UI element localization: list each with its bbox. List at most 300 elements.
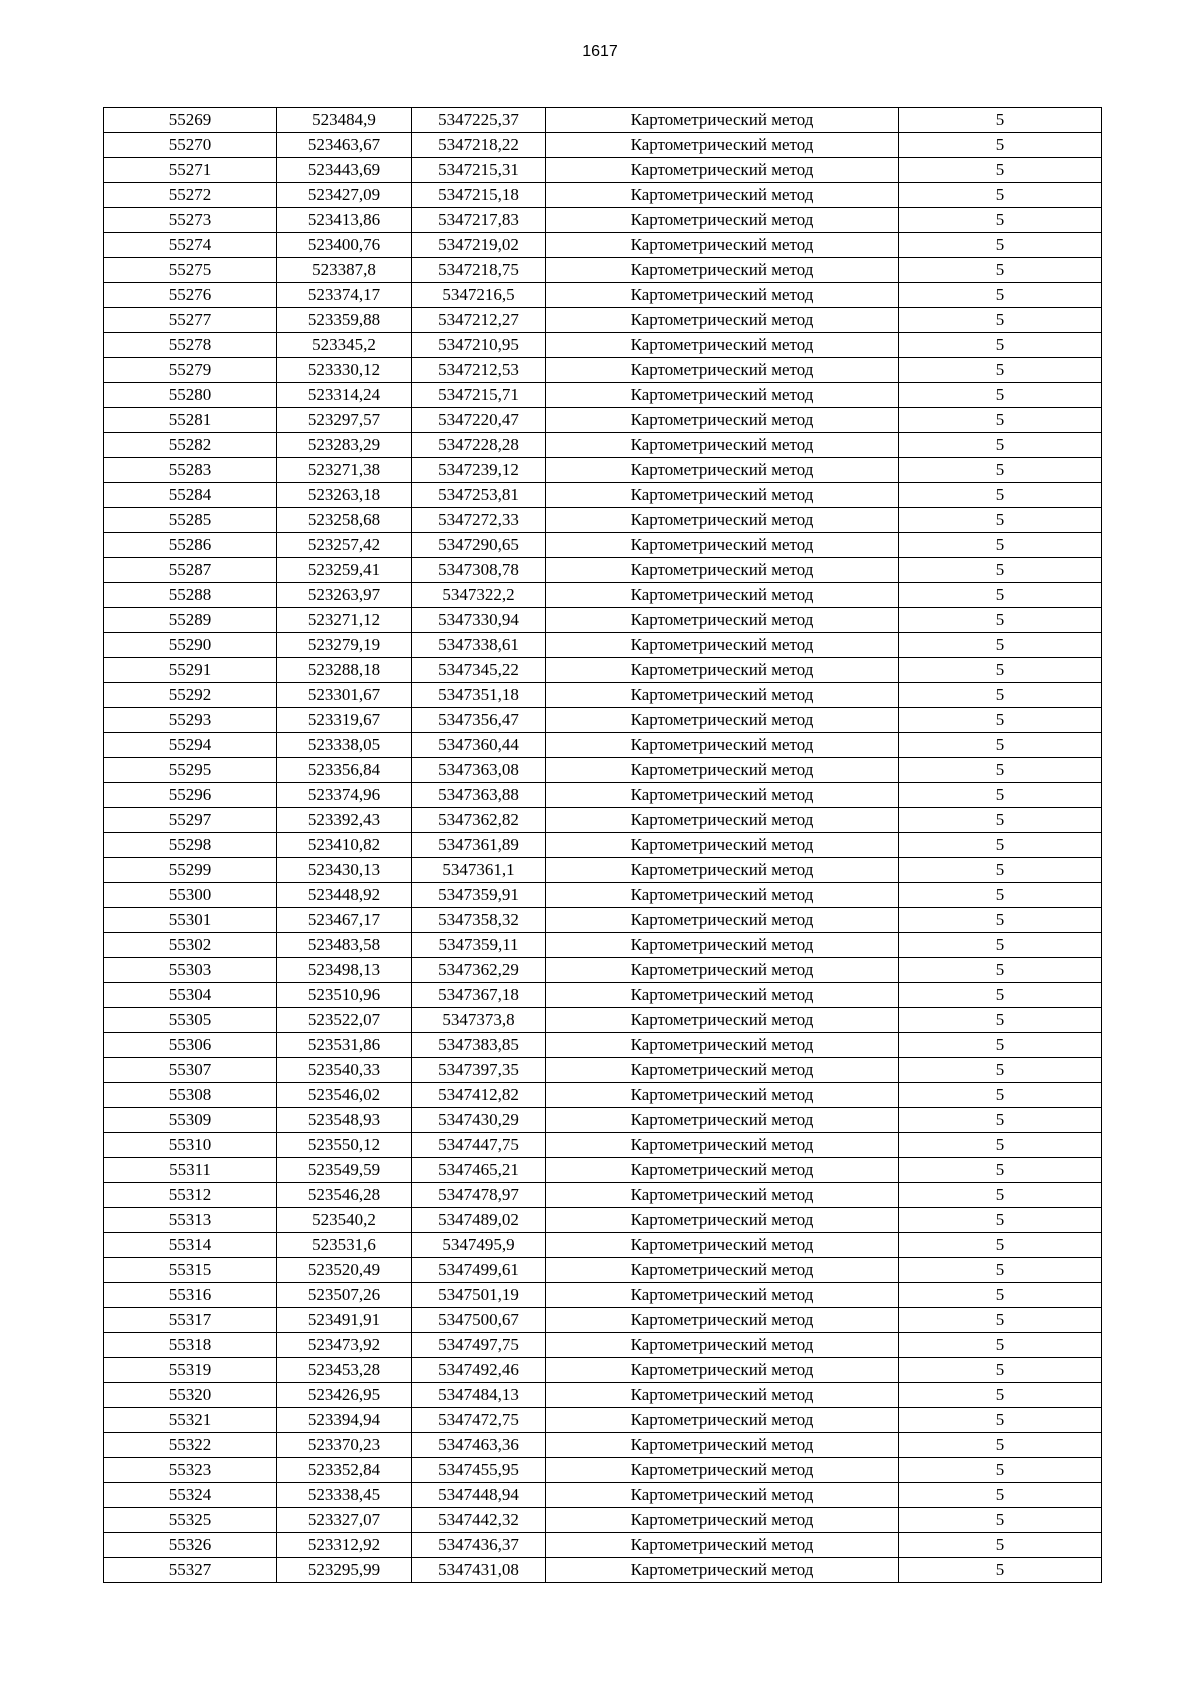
y-coordinate-cell: 5347212,53 [412,358,546,383]
y-coordinate-cell: 5347463,36 [412,1433,546,1458]
accuracy-cell: 5 [899,458,1102,483]
accuracy-cell: 5 [899,433,1102,458]
method-cell: Картометрический метод [546,758,899,783]
x-coordinate-cell: 523345,2 [277,333,412,358]
x-coordinate-cell: 523263,18 [277,483,412,508]
table-row [104,358,1102,383]
table-row [104,1158,1102,1183]
accuracy-cell: 5 [899,1108,1102,1133]
accuracy-cell: 5 [899,1483,1102,1508]
x-coordinate-cell: 523374,96 [277,783,412,808]
y-coordinate-cell: 5347478,97 [412,1183,546,1208]
method-cell: Картометрический метод [546,408,899,433]
x-coordinate-cell: 523491,91 [277,1308,412,1333]
y-coordinate-cell: 5347359,91 [412,883,546,908]
accuracy-cell: 5 [899,1283,1102,1308]
table-row [104,908,1102,933]
accuracy-cell: 5 [899,958,1102,983]
point-number-cell: 55307 [104,1058,277,1083]
accuracy-cell: 5 [899,1233,1102,1258]
table-row [104,1308,1102,1333]
accuracy-cell: 5 [899,758,1102,783]
method-cell: Картометрический метод [546,733,899,758]
accuracy-cell: 5 [899,1458,1102,1483]
method-cell: Картометрический метод [546,883,899,908]
y-coordinate-cell: 5347218,75 [412,258,546,283]
y-coordinate-cell: 5347465,21 [412,1158,546,1183]
method-cell: Картометрический метод [546,1233,899,1258]
point-number-cell: 55319 [104,1358,277,1383]
method-cell: Картометрический метод [546,833,899,858]
y-coordinate-cell: 5347397,35 [412,1058,546,1083]
method-cell: Картометрический метод [546,283,899,308]
y-coordinate-cell: 5347362,29 [412,958,546,983]
point-number-cell: 55310 [104,1133,277,1158]
method-cell: Картометрический метод [546,1083,899,1108]
x-coordinate-cell: 523413,86 [277,208,412,233]
y-coordinate-cell: 5347215,31 [412,158,546,183]
x-coordinate-cell: 523297,57 [277,408,412,433]
y-coordinate-cell: 5347290,65 [412,533,546,558]
x-coordinate-cell: 523548,93 [277,1108,412,1133]
x-coordinate-cell: 523546,02 [277,1083,412,1108]
point-number-cell: 55289 [104,608,277,633]
x-coordinate-cell: 523295,99 [277,1558,412,1583]
accuracy-cell: 5 [899,1133,1102,1158]
accuracy-cell: 5 [899,683,1102,708]
x-coordinate-cell: 523283,29 [277,433,412,458]
x-coordinate-cell: 523410,82 [277,833,412,858]
method-cell: Картометрический метод [546,1258,899,1283]
accuracy-cell: 5 [899,1008,1102,1033]
x-coordinate-cell: 523327,07 [277,1508,412,1533]
method-cell: Картометрический метод [546,458,899,483]
x-coordinate-cell: 523301,67 [277,683,412,708]
point-number-cell: 55311 [104,1158,277,1183]
x-coordinate-cell: 523312,92 [277,1533,412,1558]
y-coordinate-cell: 5347356,47 [412,708,546,733]
table-row [104,1133,1102,1158]
accuracy-cell: 5 [899,208,1102,233]
point-number-cell: 55283 [104,458,277,483]
table-row [104,1283,1102,1308]
method-cell: Картометрический метод [546,908,899,933]
accuracy-cell: 5 [899,633,1102,658]
x-coordinate-cell: 523400,76 [277,233,412,258]
accuracy-cell: 5 [899,483,1102,508]
y-coordinate-cell: 5347345,22 [412,658,546,683]
point-number-cell: 55278 [104,333,277,358]
table-row [104,233,1102,258]
method-cell: Картометрический метод [546,808,899,833]
method-cell: Картометрический метод [546,558,899,583]
point-number-cell: 55312 [104,1183,277,1208]
x-coordinate-cell: 523258,68 [277,508,412,533]
point-number-cell: 55292 [104,683,277,708]
table-row [104,308,1102,333]
y-coordinate-cell: 5347217,83 [412,208,546,233]
method-cell: Картометрический метод [546,358,899,383]
accuracy-cell: 5 [899,358,1102,383]
method-cell: Картометрический метод [546,958,899,983]
point-number-cell: 55286 [104,533,277,558]
table-row [104,1033,1102,1058]
table-row [104,433,1102,458]
accuracy-cell: 5 [899,1383,1102,1408]
table-row [104,283,1102,308]
method-cell: Картометрический метод [546,1008,899,1033]
point-number-cell: 55269 [104,108,277,133]
x-coordinate-cell: 523338,05 [277,733,412,758]
method-cell: Картометрический метод [546,1483,899,1508]
point-number-cell: 55308 [104,1083,277,1108]
x-coordinate-cell: 523263,97 [277,583,412,608]
x-coordinate-cell: 523356,84 [277,758,412,783]
accuracy-cell: 5 [899,583,1102,608]
table-row [104,1483,1102,1508]
accuracy-cell: 5 [899,983,1102,1008]
accuracy-cell: 5 [899,383,1102,408]
point-number-cell: 55270 [104,133,277,158]
accuracy-cell: 5 [899,1333,1102,1358]
x-coordinate-cell: 523507,26 [277,1283,412,1308]
method-cell: Картометрический метод [546,1283,899,1308]
point-number-cell: 55303 [104,958,277,983]
y-coordinate-cell: 5347472,75 [412,1408,546,1433]
accuracy-cell: 5 [899,658,1102,683]
x-coordinate-cell: 523352,84 [277,1458,412,1483]
point-number-cell: 55277 [104,308,277,333]
method-cell: Картометрический метод [546,1058,899,1083]
point-number-cell: 55272 [104,183,277,208]
y-coordinate-cell: 5347359,11 [412,933,546,958]
table-row [104,133,1102,158]
table-row [104,808,1102,833]
method-cell: Картометрический метод [546,1458,899,1483]
x-coordinate-cell: 523483,58 [277,933,412,958]
method-cell: Картометрический метод [546,583,899,608]
table-row [104,1233,1102,1258]
x-coordinate-cell: 523392,43 [277,808,412,833]
table-row [104,1258,1102,1283]
accuracy-cell: 5 [899,733,1102,758]
point-number-cell: 55320 [104,1383,277,1408]
x-coordinate-cell: 523338,45 [277,1483,412,1508]
method-cell: Картометрический метод [546,1033,899,1058]
method-cell: Картометрический метод [546,383,899,408]
table-row [104,708,1102,733]
x-coordinate-cell: 523549,59 [277,1158,412,1183]
y-coordinate-cell: 5347212,27 [412,308,546,333]
method-cell: Картометрический метод [546,1558,899,1583]
x-coordinate-cell: 523319,67 [277,708,412,733]
method-cell: Картометрический метод [546,708,899,733]
point-number-cell: 55316 [104,1283,277,1308]
x-coordinate-cell: 523359,88 [277,308,412,333]
accuracy-cell: 5 [899,158,1102,183]
point-number-cell: 55281 [104,408,277,433]
method-cell: Картометрический метод [546,433,899,458]
point-number-cell: 55301 [104,908,277,933]
point-number-cell: 55295 [104,758,277,783]
table-row [104,858,1102,883]
table-row [104,608,1102,633]
point-number-cell: 55327 [104,1558,277,1583]
y-coordinate-cell: 5347500,67 [412,1308,546,1333]
point-number-cell: 55321 [104,1408,277,1433]
x-coordinate-cell: 523259,41 [277,558,412,583]
table-row [104,758,1102,783]
table-row [104,1358,1102,1383]
method-cell: Картометрический метод [546,933,899,958]
point-number-cell: 55275 [104,258,277,283]
accuracy-cell: 5 [899,1083,1102,1108]
table-row [104,1208,1102,1233]
table-row [104,1558,1102,1583]
y-coordinate-cell: 5347218,22 [412,133,546,158]
method-cell: Картометрический метод [546,533,899,558]
point-number-cell: 55325 [104,1508,277,1533]
x-coordinate-cell: 523473,92 [277,1333,412,1358]
y-coordinate-cell: 5347253,81 [412,483,546,508]
table-row [104,258,1102,283]
accuracy-cell: 5 [899,1508,1102,1533]
accuracy-cell: 5 [899,183,1102,208]
accuracy-cell: 5 [899,808,1102,833]
method-cell: Картометрический метод [546,1208,899,1233]
x-coordinate-cell: 523531,86 [277,1033,412,1058]
method-cell: Картометрический метод [546,333,899,358]
accuracy-cell: 5 [899,133,1102,158]
accuracy-cell: 5 [899,308,1102,333]
point-number-cell: 55315 [104,1258,277,1283]
method-cell: Картометрический метод [546,783,899,808]
y-coordinate-cell: 5347362,82 [412,808,546,833]
y-coordinate-cell: 5347361,1 [412,858,546,883]
x-coordinate-cell: 523550,12 [277,1133,412,1158]
method-cell: Картометрический метод [546,483,899,508]
table-row [104,958,1102,983]
accuracy-cell: 5 [899,1183,1102,1208]
accuracy-cell: 5 [899,1208,1102,1233]
table-row [104,158,1102,183]
method-cell: Картометрический метод [546,1533,899,1558]
x-coordinate-cell: 523498,13 [277,958,412,983]
method-cell: Картометрический метод [546,1158,899,1183]
x-coordinate-cell: 523540,33 [277,1058,412,1083]
accuracy-cell: 5 [899,1158,1102,1183]
point-number-cell: 55300 [104,883,277,908]
y-coordinate-cell: 5347272,33 [412,508,546,533]
y-coordinate-cell: 5347436,37 [412,1533,546,1558]
point-number-cell: 55323 [104,1458,277,1483]
point-number-cell: 55294 [104,733,277,758]
point-number-cell: 55273 [104,208,277,233]
table-row [104,1333,1102,1358]
y-coordinate-cell: 5347360,44 [412,733,546,758]
method-cell: Картометрический метод [546,1108,899,1133]
point-number-cell: 55302 [104,933,277,958]
y-coordinate-cell: 5347447,75 [412,1133,546,1158]
y-coordinate-cell: 5347431,08 [412,1558,546,1583]
accuracy-cell: 5 [899,608,1102,633]
method-cell: Картометрический метод [546,1433,899,1458]
point-number-cell: 55276 [104,283,277,308]
table-row [104,383,1102,408]
accuracy-cell: 5 [899,1533,1102,1558]
x-coordinate-cell: 523448,92 [277,883,412,908]
table-row [104,408,1102,433]
y-coordinate-cell: 5347383,85 [412,1033,546,1058]
y-coordinate-cell: 5347338,61 [412,633,546,658]
method-cell: Картометрический метод [546,108,899,133]
x-coordinate-cell: 523427,09 [277,183,412,208]
method-cell: Картометрический метод [546,258,899,283]
point-number-cell: 55280 [104,383,277,408]
x-coordinate-cell: 523314,24 [277,383,412,408]
accuracy-cell: 5 [899,333,1102,358]
method-cell: Картометрический метод [546,1308,899,1333]
method-cell: Картометрический метод [546,308,899,333]
y-coordinate-cell: 5347484,13 [412,1383,546,1408]
table-row [104,1083,1102,1108]
x-coordinate-cell: 523522,07 [277,1008,412,1033]
x-coordinate-cell: 523510,96 [277,983,412,1008]
method-cell: Картометрический метод [546,133,899,158]
method-cell: Картометрический метод [546,983,899,1008]
point-number-cell: 55299 [104,858,277,883]
method-cell: Картометрический метод [546,183,899,208]
accuracy-cell: 5 [899,1408,1102,1433]
point-number-cell: 55279 [104,358,277,383]
table-row [104,733,1102,758]
y-coordinate-cell: 5347499,61 [412,1258,546,1283]
table-row [104,833,1102,858]
method-cell: Картометрический метод [546,633,899,658]
method-cell: Картометрический метод [546,1508,899,1533]
point-number-cell: 55282 [104,433,277,458]
accuracy-cell: 5 [899,1033,1102,1058]
method-cell: Картометрический метод [546,1333,899,1358]
y-coordinate-cell: 5347219,02 [412,233,546,258]
table-row [104,1433,1102,1458]
x-coordinate-cell: 523330,12 [277,358,412,383]
y-coordinate-cell: 5347228,28 [412,433,546,458]
point-number-cell: 55318 [104,1333,277,1358]
method-cell: Картометрический метод [546,608,899,633]
y-coordinate-cell: 5347351,18 [412,683,546,708]
method-cell: Картометрический метод [546,1133,899,1158]
method-cell: Картометрический метод [546,1183,899,1208]
y-coordinate-cell: 5347215,71 [412,383,546,408]
x-coordinate-cell: 523467,17 [277,908,412,933]
point-number-cell: 55271 [104,158,277,183]
y-coordinate-cell: 5347322,2 [412,583,546,608]
accuracy-cell: 5 [899,558,1102,583]
y-coordinate-cell: 5347308,78 [412,558,546,583]
point-number-cell: 55285 [104,508,277,533]
point-number-cell: 55288 [104,583,277,608]
point-number-cell: 55326 [104,1533,277,1558]
table-row [104,533,1102,558]
y-coordinate-cell: 5347215,18 [412,183,546,208]
accuracy-cell: 5 [899,258,1102,283]
method-cell: Картометрический метод [546,208,899,233]
accuracy-cell: 5 [899,1258,1102,1283]
x-coordinate-cell: 523288,18 [277,658,412,683]
accuracy-cell: 5 [899,883,1102,908]
point-number-cell: 55293 [104,708,277,733]
method-cell: Картометрический метод [546,1358,899,1383]
table-row [104,183,1102,208]
x-coordinate-cell: 523387,8 [277,258,412,283]
x-coordinate-cell: 523531,6 [277,1233,412,1258]
accuracy-cell: 5 [899,1358,1102,1383]
method-cell: Картометрический метод [546,508,899,533]
x-coordinate-cell: 523463,67 [277,133,412,158]
point-number-cell: 55274 [104,233,277,258]
table-row [104,658,1102,683]
table-row [104,1058,1102,1083]
point-number-cell: 55306 [104,1033,277,1058]
point-number-cell: 55309 [104,1108,277,1133]
x-coordinate-cell: 523546,28 [277,1183,412,1208]
point-number-cell: 55296 [104,783,277,808]
accuracy-cell: 5 [899,908,1102,933]
method-cell: Картометрический метод [546,658,899,683]
x-coordinate-cell: 523430,13 [277,858,412,883]
accuracy-cell: 5 [899,533,1102,558]
page-number: 1617 [582,43,618,60]
accuracy-cell: 5 [899,1308,1102,1333]
y-coordinate-cell: 5347442,32 [412,1508,546,1533]
method-cell: Картометрический метод [546,158,899,183]
y-coordinate-cell: 5347220,47 [412,408,546,433]
accuracy-cell: 5 [899,283,1102,308]
table-row [104,933,1102,958]
x-coordinate-cell: 523271,38 [277,458,412,483]
table-row [104,558,1102,583]
point-number-cell: 55305 [104,1008,277,1033]
table-row [104,1533,1102,1558]
y-coordinate-cell: 5347225,37 [412,108,546,133]
accuracy-cell: 5 [899,833,1102,858]
y-coordinate-cell: 5347210,95 [412,333,546,358]
y-coordinate-cell: 5347412,82 [412,1083,546,1108]
x-coordinate-cell: 523443,69 [277,158,412,183]
y-coordinate-cell: 5347373,8 [412,1008,546,1033]
method-cell: Картометрический метод [546,1408,899,1433]
accuracy-cell: 5 [899,708,1102,733]
table-row [104,333,1102,358]
table-row [104,883,1102,908]
accuracy-cell: 5 [899,1433,1102,1458]
table-row [104,633,1102,658]
point-number-cell: 55304 [104,983,277,1008]
point-number-cell: 55324 [104,1483,277,1508]
point-number-cell: 55322 [104,1433,277,1458]
table-row [104,1408,1102,1433]
point-number-cell: 55290 [104,633,277,658]
table-row [104,1108,1102,1133]
x-coordinate-cell: 523426,95 [277,1383,412,1408]
table-row [104,983,1102,1008]
point-number-cell: 55291 [104,658,277,683]
x-coordinate-cell: 523279,19 [277,633,412,658]
y-coordinate-cell: 5347216,5 [412,283,546,308]
table-row [104,583,1102,608]
y-coordinate-cell: 5347363,08 [412,758,546,783]
